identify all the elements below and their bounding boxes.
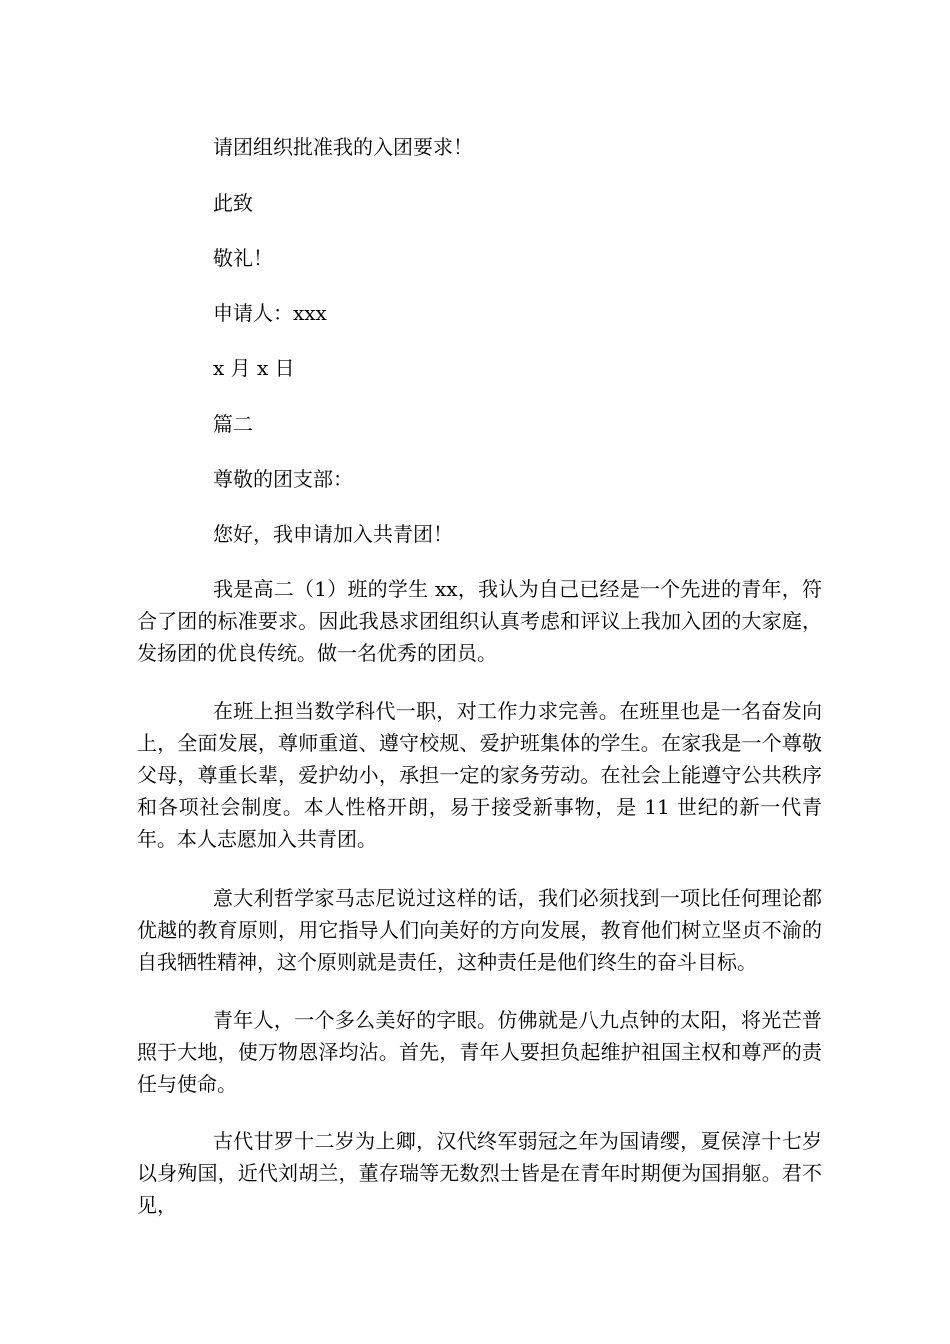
body-paragraph: 我是高二（1）班的学生 xx，我认为自己已经是一个先进的青年，符合了团的标准要求。因此我恳求团组织认真考虑和评议上我加入团的大家庭，发扬团的优良传统。做一名优秀的团员。	[137, 577, 822, 665]
section-title: 篇二	[213, 412, 253, 436]
closing-request: 请团组织批准我的入团要求！	[213, 135, 473, 159]
closing-date: x 月 x 日	[213, 356, 295, 380]
closing-salutation-1: 此致	[213, 191, 253, 215]
closing-salutation-2: 敬礼！	[213, 246, 273, 270]
greeting: 您好，我申请加入共青团！	[213, 522, 453, 546]
body-paragraph: 在班上担当数学科代一职，对工作力求完善。在班里也是一名奋发向上，全面发展，尊师重道、遵守校规、爱护班集体的学生。在家我是一个尊敬父母，尊重长辈，爱护幼小，承担一定的家务劳动。在社会上能遵守公共秩序和各项社会制度。本人性格开朗，易于接受新事物，是 11 世纪的新一代青年。本人志愿加入共青团。	[137, 699, 822, 851]
body-paragraph: 青年人，一个多么美好的字眼。仿佛就是八九点钟的太阳，将光芒普照于大地，使万物恩泽均沾。首先，青年人要担负起维护祖国主权和尊严的责任与使命。	[137, 1008, 822, 1096]
body-paragraph: 古代甘罗十二岁为上卿，汉代终军弱冠之年为国请缨，夏侯淳十七岁以身殉国，近代刘胡兰，董存瑞等无数烈士皆是在青年时期便为国捐躯。君不见，	[137, 1129, 822, 1217]
addressee: 尊敬的团支部：	[213, 467, 353, 491]
body-paragraph: 意大利哲学家马志尼说过这样的话，我们必须找到一项比任何理论都优越的教育原则，用它指导人们向美好的方向发展，教育他们树立坚贞不渝的自我牺牲精神，这个原则就是责任，这种责任是他们终生的奋斗目标。	[137, 886, 822, 974]
applicant-signature: 申请人：xxx	[213, 301, 327, 325]
